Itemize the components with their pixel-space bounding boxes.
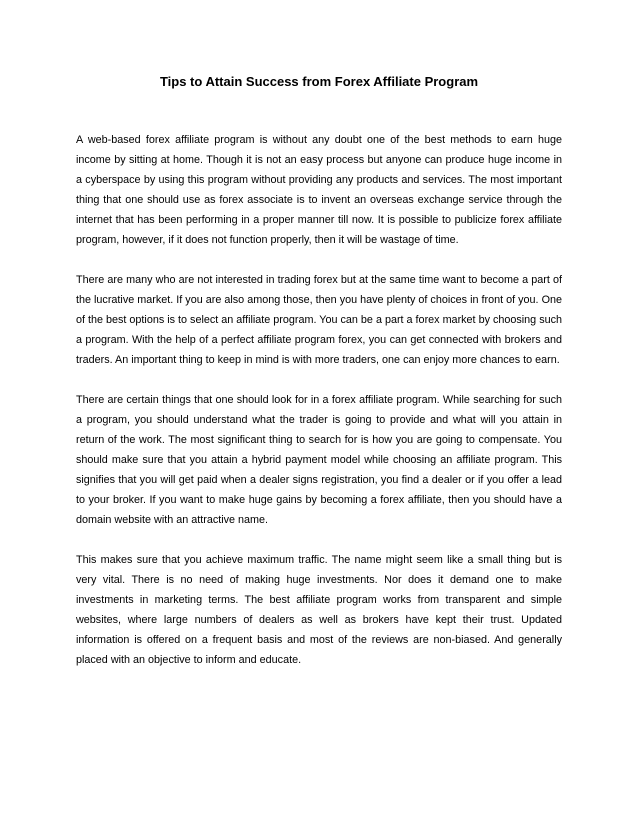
paragraph-1: A web-based forex affiliate program is without any doubt one of the best methods to earn huge income by sitting at home. Though it is not an easy process but anyone can produce huge income in a cyberspace by using this program without providing any products and services. The most important thing that one should use as forex associate is to invent an overseas exchange service through the internet that has been performing in a proper manner till now. It is possible to publicize forex affiliate program, however, if it does not function properly, then it will be wastage of time. bbox=[76, 134, 562, 246]
paragraph-4: This makes sure that you achieve maximum traffic. The name might seem like a small thing but is very vital. There is no need of making huge investments. Nor does it demand one to make investments in marketing terms. The best affiliate program works from transparent and simple websites, where large numbers of dealers as well as brokers have kept their trust. Updated information is offered on a frequent basis and most of the reviews are non-biased. And generally placed with an objective to inform and educate. bbox=[76, 554, 562, 666]
document-title: Tips to Attain Success from Forex Affiliate Program bbox=[159, 74, 479, 89]
document-body bbox=[76, 130, 562, 670]
paragraph-3: There are certain things that one should look for in a forex affiliate program. While searching for such a program, you should understand what the trader is going to provide and what will you attain in return of the work. The most significant thing to search for is how you are going to compensate. You should make sure that you attain a hybrid payment model while choosing an affiliate program. This signifies that you will get paid when a dealer signs registration, you find a dealer or if you offer a lead to your broker. If you want to make huge gains by becoming a forex affiliate, then you should have a domain website with an attractive name. bbox=[76, 394, 562, 526]
paragraph-2: There are many who are not interested in trading forex but at the same time want to become a part of the lucrative market. If you are also among those, then you have plenty of choices in front of you. One of the best options is to select an affiliate program. You can be a part a forex market by choosing such a program. With the help of a perfect affiliate program forex, you can get connected with brokers and traders. An important thing to keep in mind is with more traders, one can enjoy more chances to earn. bbox=[76, 274, 562, 366]
